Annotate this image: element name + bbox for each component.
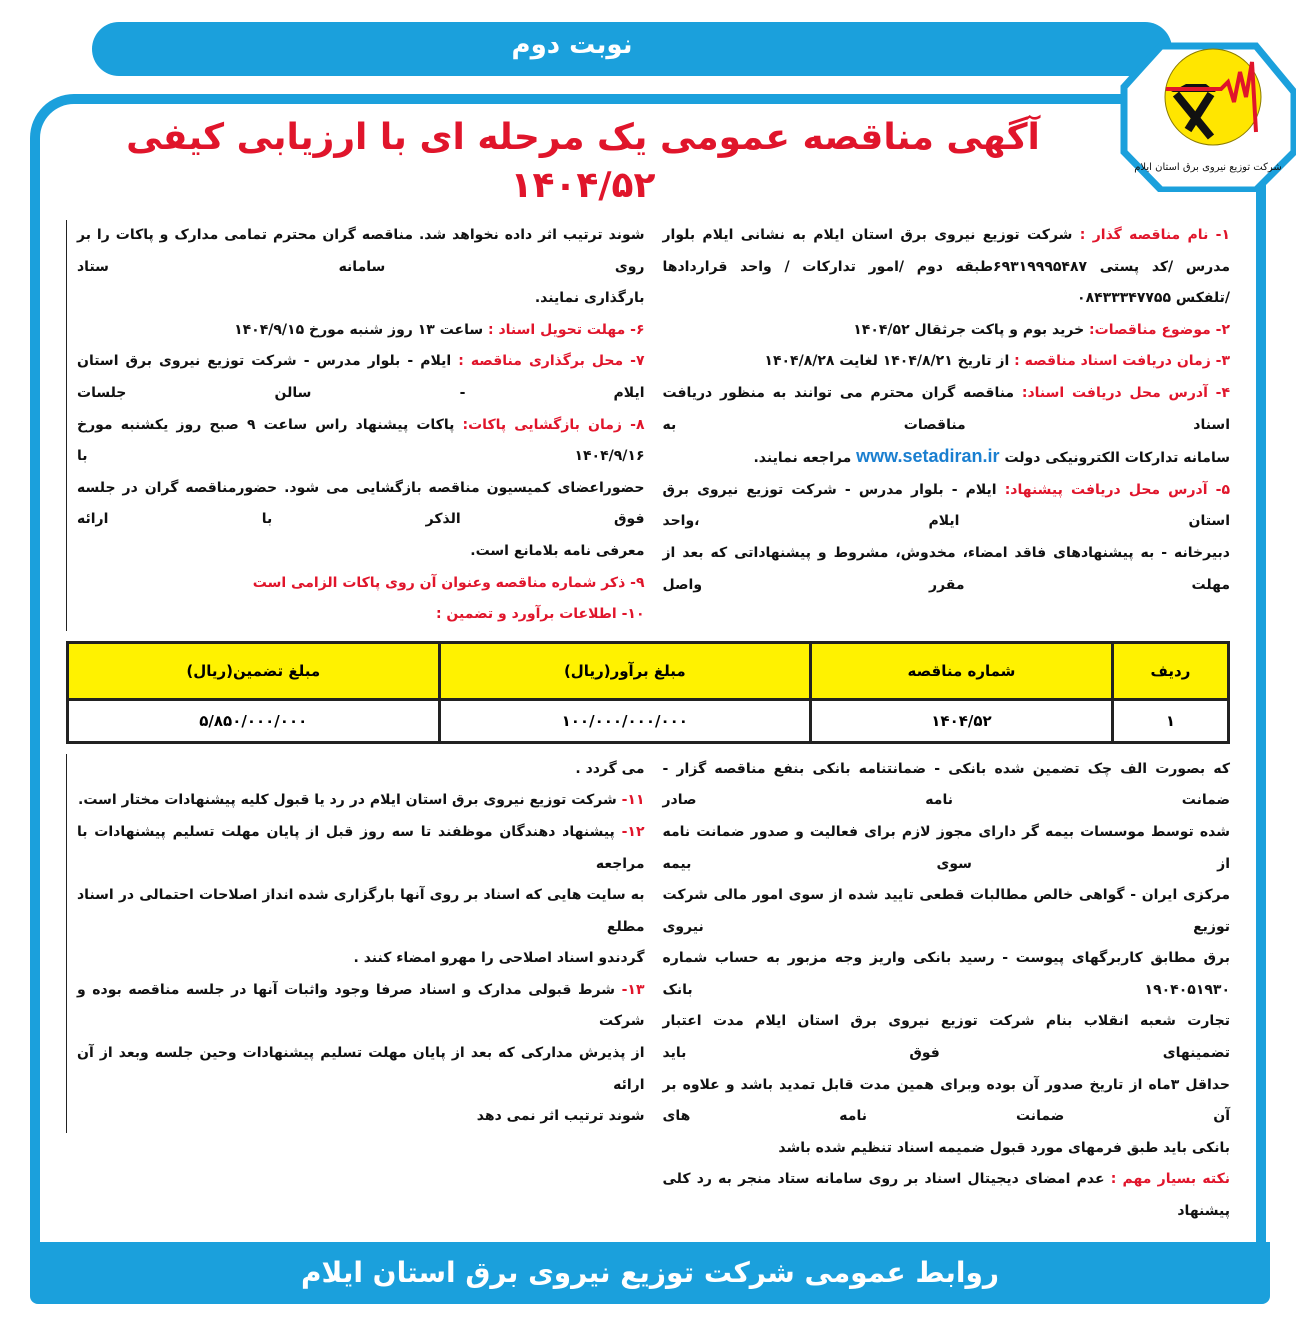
item-text: مناقصه گران محترم می توانند به منظور دریافت اسناد مناقصات به: [662, 384, 1230, 433]
text-line: [77, 754, 645, 786]
item-label: ۱۱-: [616, 792, 645, 809]
blue-frame: [30, 94, 1266, 1242]
item-label: ۱۳-: [615, 981, 645, 998]
item-text: ساعت ۱۳ روز شنبه مورخ ۱۴۰۴/۹/۱۵: [234, 321, 484, 338]
item-label: ۱- نام مناقصه گذار :: [1079, 227, 1231, 243]
item-text: شرکت توزیع نیروی برق استان ایلام در رد یا قبول کلیه پیشنهادات مختار است.: [78, 792, 617, 809]
text-line: [663, 754, 1231, 817]
item-text: عدم امضای دیجیتال اسناد بر روی سامانه ستاد منجر به رد کلی پیشنهاد: [662, 1171, 1230, 1220]
col-header-tender-number: شماره مناقصه: [811, 642, 1113, 699]
footer-text: روابط عمومی شرکت توزیع نیروی برق استان ایلام: [301, 1255, 999, 1289]
section-left-top: [66, 220, 645, 631]
item-text: از پذیرش مدارکی که بعد از پایان مهلت تسلیم پیشنهادات وحین جلسه وبعد از آن ارائه: [77, 1045, 645, 1093]
item-label: ۷- محل برگذاری مناقصه :: [458, 353, 645, 370]
text-line: [663, 880, 1231, 943]
tender-table: [66, 641, 1230, 744]
page-title: آگهی مناقصه عمومی یک مرحله ای با ارزیابی کیفی ۱۴۰۴/۵۲: [126, 117, 1040, 206]
item-text: شوند ترتیب اثر نمی دهد: [476, 1108, 645, 1125]
text-line: [77, 315, 645, 347]
text-line: [663, 220, 1231, 252]
text-line: [77, 568, 645, 600]
text-line: [663, 252, 1231, 284]
item-text: برق مطابق کاربرگهای پیوست - رسید بانکی واریز وجه مزبور به حساب شماره ۱۹۰۴۰۵۱۹۳۰ بانک: [662, 950, 1230, 998]
col-header-estimate: مبلغ برآور(ریال): [439, 642, 811, 699]
item-text: ایلام - بلوار مدرس - شرکت توزیع نیروی برق استان ایلام - سالن جلسات: [77, 353, 645, 401]
text-line: [77, 943, 645, 975]
item-text: حداقل ۳ماه از تاریخ صدور آن بوده وبرای همین مدت قابل تمدید باشد و علاوه بر آن ضمانت نامه های: [662, 1076, 1230, 1125]
item-text: تجارت شعبه انقلاب بنام شرکت توزیع نیروی برق استان ایلام مدت اعتبار تضمینهای فوق باید: [662, 1013, 1230, 1062]
company-logo: [1116, 42, 1296, 192]
round-label: نوبت دوم: [511, 30, 633, 60]
text-line: [77, 1101, 645, 1133]
col-header-guarantee: مبلغ تضمین(ریال): [68, 642, 440, 699]
text-line: [663, 1164, 1231, 1227]
table-row: [68, 699, 1229, 742]
item-label: ۸- زمان بازگشایی پاکات:: [462, 416, 645, 433]
text-line: [663, 817, 1231, 880]
item-text: مدرس /کد پستی ۶۹۳۱۹۹۹۵۴۸۷طبقه دوم /امور تدارکات / واحد قراردادها: [662, 258, 1230, 275]
item-text: مراجعه نمایند.: [753, 450, 852, 467]
text-line: [663, 1006, 1231, 1069]
text-line: [663, 943, 1231, 1006]
item-text: مرکزی ایران - گواهی خالص مطالبات قطعی تایید شده از سوی امور مالی شرکت توزیع نیروی: [662, 887, 1230, 935]
item-text: حضوراعضای کمیسیون مناقصه بازگشایی می شود. حضورمناقصه گران در جلسه فوق الذکر با ارائه: [77, 479, 645, 528]
item-text: به سایت هایی که اسناد بر روی آنها بارگزاری شده انداز اصلاحات احتمالی در اسناد مطلع: [77, 887, 645, 935]
setadiran-link[interactable]: www.setadiran.ir: [856, 446, 1000, 467]
item-label: ۳- زمان دریافت اسناد مناقصه :: [1014, 353, 1230, 370]
item-text: شده توسط موسسات بیمه گر دارای مجوز لازم برای فعالیت و صدور ضمانت نامه از سوی بیمه: [662, 823, 1230, 872]
item-label: ۱۲-: [614, 823, 645, 840]
item-text: دبیرخانه - به پیشنهادهای فاقد امضاء، مخدوش، مشروط و پیشنهاداتی که بعد از مهلت مقرر واصل: [662, 544, 1230, 593]
text-line: [663, 346, 1231, 378]
item-label: ۵- آدرس محل دریافت پیشنهاد:: [1004, 481, 1230, 498]
item-text: که بصورت الف چک تضمین شده بانکی - ضمانتنامه بانکی بنفع مناقصه گزار - ضمانت نامه صادر: [662, 760, 1230, 809]
item-text: شرکت توزیع نیروی برق استان ایلام به نشانی ایلام بلوار: [662, 227, 1073, 243]
text-line: [77, 346, 645, 409]
item-text: بارگذاری نمایند.: [534, 290, 645, 307]
table-area: [66, 641, 1230, 744]
text-line: [663, 538, 1231, 601]
text-line: [663, 378, 1231, 441]
bottom-sections: [66, 754, 1230, 1228]
round-banner: [92, 22, 1172, 76]
logo-caption: شرکت توزیع نیروی برق استان ایلام: [1134, 162, 1282, 173]
item-text: پیشنهاد دهندگان موظفند تا سه روز قبل از پایان مهلت تسلیم پیشنهادات با مراجعه: [77, 823, 645, 872]
item-text: پاکات پیشنهاد راس ساعت ۹ صبح روز یکشنبه مورخ ۱۴۰۴/۹/۱۶ با: [77, 416, 645, 465]
item-text: بانکی باید طبق فرمهای مورد قبول ضمیمه اسناد تنظیم شده باشد: [778, 1139, 1230, 1156]
text-line: [77, 410, 645, 473]
section-left-bottom: [66, 754, 645, 1133]
item-label: ۶- مهلت تحویل اسناد :: [488, 321, 645, 338]
text-line: [663, 1133, 1231, 1165]
item-text: خرید بوم و پاکت جرثقال ۱۴۰۴/۵۲: [853, 321, 1085, 338]
item-text: شوند ترتیب اثر داده نخواهد شد. مناقصه گران محترم تمامی مدارک و پاکات را بر روی سامانه ستاد: [77, 227, 645, 275]
item-text: معرفی نامه بلامانع است.: [470, 542, 645, 559]
item-text: شرط قبولی مدارک و اسناد صرفا وجود واثبات آنها در جلسه مناقصه بوده و شرکت: [77, 981, 645, 1030]
text-line: [77, 1038, 645, 1101]
top-sections: [66, 220, 1230, 631]
item-label: ۲- موضوع مناقصات:: [1089, 321, 1230, 338]
text-line: [77, 220, 645, 283]
text-line: [77, 817, 645, 880]
item-text: /تلفکس ۰۸۴۳۳۳۴۷۷۵۵: [1077, 290, 1230, 307]
text-line: [77, 473, 645, 536]
text-line: [77, 599, 645, 631]
text-line: [663, 441, 1231, 475]
text-line: [663, 1070, 1231, 1133]
text-line: [77, 536, 645, 568]
text-line: [77, 283, 645, 315]
section-right-bottom: [663, 754, 1231, 1228]
item-label: نکته بسیار مهم :: [1110, 1171, 1231, 1188]
item-text: از تاریخ ۱۴۰۴/۸/۲۱ لغایت ۱۴۰۴/۸/۲۸: [764, 353, 1010, 370]
cell-tender-number: ۱۴۰۴/۵۲: [811, 699, 1113, 742]
item-label: ۴- آدرس محل دریافت اسناد:: [1021, 384, 1231, 401]
item-text: گردندو اسناد اصلاحی را مهرو امضاء کنند .: [353, 950, 645, 967]
item-text: سامانه تدارکات الکترونیکی دولت: [1004, 450, 1230, 467]
item-text: می گردد .: [575, 760, 645, 777]
cell-guarantee: ۵/۸۵۰/۰۰۰/۰۰۰: [68, 699, 440, 742]
cell-row-number: ۱: [1112, 699, 1228, 742]
text-line: [663, 315, 1231, 347]
footer-banner: [30, 1242, 1270, 1304]
text-line: [663, 283, 1231, 315]
text-line: [663, 475, 1231, 538]
section-right-top: [663, 220, 1231, 601]
item-label: ۱۰- اطلاعات برآورد و تضمین :: [435, 606, 645, 623]
col-header-row-number: ردیف: [1112, 642, 1228, 699]
cell-estimate: ۱۰۰/۰۰۰/۰۰۰/۰۰۰: [439, 699, 811, 742]
item-text: ایلام - بلوار مدرس - شرکت توزیع نیروی برق استان ایلام ،واحد: [662, 481, 1230, 530]
text-line: [77, 785, 645, 817]
edge-tab: [1258, 687, 1264, 723]
text-line: [77, 975, 645, 1038]
edge-tab: [32, 687, 38, 723]
item-label: ۹- ذکر شماره مناقصه وعنوان آن روی پاکات الزامی است: [252, 574, 645, 591]
text-line: [77, 880, 645, 943]
